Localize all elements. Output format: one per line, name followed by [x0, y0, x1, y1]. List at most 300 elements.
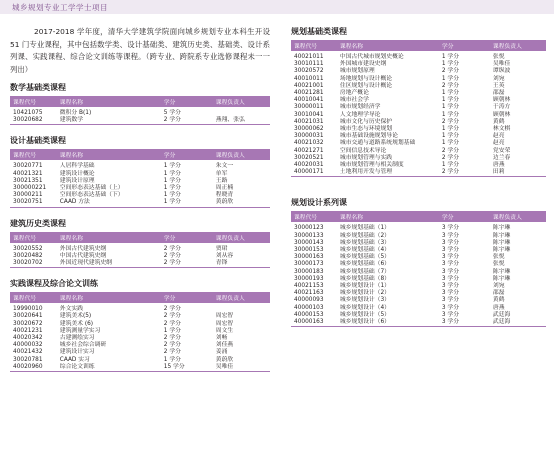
cell-code: 30000062 [294, 126, 324, 133]
cell-credit: 2 学分 [441, 68, 460, 75]
column-header-code: 课程代号 [10, 292, 57, 303]
column-header-teacher: 课程负责人 [213, 292, 270, 303]
cell-code: 30020672 [13, 320, 43, 327]
cell-code: 30020552 [13, 245, 43, 252]
cell-credit: 3 学分 [441, 254, 460, 261]
cell-teacher: 陈宇琳 [492, 275, 511, 282]
section-title: 规划基础类课程 [291, 27, 347, 36]
cell-teacher: 黄蔚欣 [215, 199, 234, 206]
cell-credit: 2 学分 [163, 117, 181, 124]
table-row [291, 76, 546, 83]
cell-name: CAAD 实习 [59, 356, 90, 363]
course-table [10, 149, 270, 209]
table-row [10, 199, 270, 207]
column-header-code: 课程代号 [10, 149, 57, 160]
table-header-row [291, 211, 546, 222]
cell-name: 土地利用开发与管理 [339, 169, 393, 176]
cell-teacher: 田莉 [492, 169, 505, 176]
cell-code: 30000011 [294, 104, 324, 111]
column-header-name: 课程名称 [57, 292, 161, 303]
cell-code: 30000183 [294, 268, 324, 275]
column-header-credit: 学分 [161, 292, 213, 303]
cell-code: 30021351 [13, 177, 43, 184]
cell-credit: 3 学分 [441, 275, 460, 282]
cell-credit: 1 学分 [441, 140, 460, 147]
cell-teacher [213, 107, 270, 117]
cell-credit: 2 学分 [163, 306, 181, 313]
cell-teacher: 刘佳燕 [215, 342, 234, 349]
cell-name: 城市文化与历史保护 [339, 118, 393, 125]
cell-name: 城乡规划设计（6） [339, 319, 390, 326]
table-header-row [10, 292, 270, 303]
cell-name: 空间信息技术导论 [339, 147, 387, 154]
cell-teacher: 陈宇琳 [492, 232, 511, 239]
cell-teacher: 顾朝林 [492, 97, 511, 104]
cell-credit: 2 学分 [163, 245, 181, 252]
cell-code: 30020751 [13, 199, 43, 206]
section-title: 实践课程及综合论文训练 [10, 279, 98, 289]
cell-code: 30000143 [294, 239, 324, 246]
cell-code: 40021032 [294, 140, 324, 147]
cell-code: 30020781 [13, 356, 43, 363]
table-row [10, 342, 270, 349]
cell-name: 空间形态表达基础（下） [59, 192, 124, 199]
cell-name: 建筑美术(5) [59, 313, 92, 320]
cell-name: CAAD 方法 [59, 199, 90, 206]
cell-credit: 2 学分 [441, 147, 460, 154]
section-planning-design [291, 197, 546, 329]
cell-name: 城乡规划基础（6） [339, 261, 390, 268]
column-header-name: 课程名称 [57, 232, 161, 243]
table-row [10, 364, 270, 372]
cell-name: 空间形态表达基础（上） [59, 185, 124, 192]
table-row [291, 148, 546, 155]
cell-credit: 1 学分 [163, 170, 181, 177]
table-row [291, 126, 546, 133]
section-title: 建筑历史类课程 [10, 218, 66, 228]
cell-teacher: 刘宛 [492, 75, 505, 82]
cell-teacher: 邵磊 [492, 290, 505, 297]
cell-teacher: 黄蔚欣 [215, 356, 234, 363]
section-practice [10, 278, 270, 374]
cell-name: 城乡规划设计（2） [339, 290, 390, 297]
cell-teacher: 边兰春 [492, 154, 511, 161]
cell-code: 40020031 [294, 162, 324, 169]
cell-teacher: 周宏智 [215, 320, 234, 327]
cell-credit: 2 学分 [441, 154, 460, 161]
cell-name: 人文地理学导论 [339, 111, 381, 118]
table-row [291, 68, 546, 75]
cell-credit: 1 学分 [441, 111, 460, 118]
cell-name: 城乡规划基础（8） [339, 275, 390, 282]
right-column [291, 26, 546, 337]
cell-credit: 3 学分 [441, 261, 460, 268]
cell-credit: 1 学分 [163, 327, 181, 334]
table-header-row [291, 40, 546, 51]
cell-code: 40021163 [294, 290, 324, 297]
cell-teacher: 刘从容 [215, 252, 234, 259]
cell-teacher: 赵亮 [492, 140, 505, 147]
table-row [291, 155, 546, 162]
cell-credit: 2 学分 [163, 313, 181, 320]
section-design-basic [10, 135, 270, 209]
column-header-code: 课程代号 [291, 40, 337, 51]
cell-code: 40021432 [13, 349, 43, 356]
cell-code: 40010041 [294, 97, 324, 104]
cell-name: 中国古代建筑史纲 [59, 252, 107, 259]
cell-name: 场地规划与设计概论 [339, 75, 393, 82]
table-row [291, 247, 546, 254]
table-bottom-rule [10, 372, 270, 375]
column-header-code: 课程代号 [291, 211, 337, 222]
cell-teacher: 姜涌 [215, 349, 228, 356]
column-header-code: 课程代号 [10, 232, 57, 243]
cell-code: 30000173 [294, 261, 324, 268]
cell-teacher: 唐燕 [492, 162, 505, 169]
table-row [10, 107, 270, 117]
cell-code: 40021001 [294, 82, 324, 89]
table-row [291, 290, 546, 297]
cell-teacher: 邵磊 [492, 90, 505, 97]
section-title: 设计基础类课程 [10, 136, 66, 146]
cell-name: 外国近现代建筑史纲 [59, 260, 112, 267]
table-row [10, 321, 270, 328]
table-row [291, 119, 546, 126]
cell-name: 外文实践 [59, 306, 83, 313]
cell-credit: 1 学分 [441, 162, 460, 169]
cell-code: 30000123 [294, 225, 324, 232]
cell-name: 城乡社会综合调研 [59, 342, 107, 349]
cell-credit: 3 学分 [441, 304, 460, 311]
column-header-teacher: 课程负责人 [213, 232, 270, 243]
cell-code: 30020682 [13, 117, 43, 124]
table-header-row [10, 232, 270, 243]
cell-code: 40021231 [13, 327, 43, 334]
column-header-code: 课程代号 [10, 96, 57, 107]
cell-teacher: 党安荣 [492, 147, 511, 154]
cell-credit: 2 学分 [441, 118, 460, 125]
table-row [10, 243, 270, 253]
cell-code: 40021153 [294, 283, 324, 290]
cell-name: 城乡规划设计（4） [339, 304, 390, 311]
table-row [291, 83, 546, 90]
cell-name: 城市交通与道路系统规划基础 [339, 140, 416, 147]
cell-credit: 3 学分 [441, 225, 460, 232]
cell-name: 建筑测量学实习 [59, 327, 101, 334]
cell-credit: 3 学分 [441, 290, 460, 297]
cell-teacher: 程晓青 [215, 192, 234, 199]
table-row [10, 349, 270, 356]
cell-name: 建筑设计实习 [59, 349, 95, 356]
cell-name: 城乡规划基础（1） [339, 225, 390, 232]
cell-teacher: 于涛方 [492, 104, 511, 111]
table-row [10, 160, 270, 170]
table-row [291, 276, 546, 283]
cell-code: 30020521 [294, 154, 324, 161]
cell-credit: 1 学分 [441, 104, 460, 111]
table-row [10, 171, 270, 178]
table-bottom-rule [291, 177, 546, 180]
cell-teacher: 林文棋 [492, 126, 511, 133]
cell-name: 建筑美术 (6) [59, 320, 94, 327]
table-header-row [10, 149, 270, 160]
cell-teacher: 青锋 [215, 260, 228, 267]
cell-name: 中国古代城市规划史概论 [339, 54, 404, 60]
cell-teacher: 周宏智 [215, 313, 234, 320]
table-bottom-rule [10, 125, 270, 128]
table-row [291, 222, 546, 232]
table-row [10, 357, 270, 364]
cell-credit: 3 学分 [441, 283, 460, 290]
cell-name: 城乡规划设计（5） [339, 311, 390, 318]
cell-credit: 3 学分 [441, 268, 460, 275]
cell-teacher: 陈宇琳 [492, 268, 511, 275]
cell-code: 40010011 [294, 75, 324, 82]
cell-teacher: 陈宇琳 [492, 239, 511, 246]
cell-credit: 1 学分 [441, 90, 460, 97]
cell-name: 古建测绘实习 [59, 335, 95, 342]
cell-code: 40000103 [294, 304, 324, 311]
cell-code: 300000221 [13, 185, 47, 192]
cell-code: 10421075 [13, 110, 43, 116]
cell-code: 30000031 [294, 133, 324, 140]
cell-name: 城市规划原理 [339, 68, 375, 75]
cell-credit: 1 学分 [441, 54, 460, 60]
cell-name: 微积分 B(1) [59, 110, 92, 116]
cell-name: 城市生态与环境规划 [339, 126, 393, 133]
column-header-name: 课程名称 [337, 40, 439, 51]
cell-teacher: 张悦 [492, 261, 505, 268]
column-header-name: 课程名称 [57, 149, 161, 160]
cell-teacher: 朱文一 [215, 163, 234, 170]
table-row [291, 140, 546, 147]
cell-code: 40000153 [294, 311, 324, 318]
table-row [291, 104, 546, 111]
table-row [291, 169, 546, 177]
table-row [10, 313, 270, 320]
cell-code: 30020641 [13, 313, 43, 320]
cell-code: 40021271 [294, 147, 324, 154]
table-row [291, 240, 546, 247]
section-history [10, 218, 270, 271]
course-table [291, 40, 546, 179]
cell-code: 30000133 [294, 232, 324, 239]
table-row [291, 261, 546, 268]
cell-name: 城市规划经济学 [339, 104, 381, 111]
cell-teacher [213, 303, 270, 313]
column-header-teacher: 课程负责人 [213, 96, 270, 107]
cell-code: 30000211 [13, 192, 43, 199]
column-header-credit: 学分 [439, 40, 490, 51]
cell-credit: 1 学分 [163, 192, 181, 199]
table-row [10, 253, 270, 260]
cell-name: 住区规划与设计概论 [339, 82, 393, 89]
cell-credit: 3 学分 [441, 247, 460, 254]
cell-code: 30000163 [294, 254, 324, 261]
cell-teacher: 张悦 [492, 54, 505, 60]
cell-teacher: 陈宇琳 [492, 225, 511, 232]
cell-teacher: 张悦 [492, 254, 505, 261]
cell-name: 房地产概论 [339, 90, 369, 97]
cell-credit: 1 学分 [441, 133, 460, 140]
table-row [291, 297, 546, 304]
cell-name: 建筑数学 [59, 117, 83, 124]
cell-name: 城市社会学 [339, 97, 369, 104]
table-bottom-rule [10, 207, 270, 210]
cell-teacher: 王路 [215, 177, 228, 184]
section-math [10, 82, 270, 127]
table-row [10, 260, 270, 268]
left-column [10, 26, 270, 382]
cell-credit: 15 学分 [163, 363, 185, 370]
column-header-credit: 学分 [161, 232, 213, 243]
cell-name: 建筑设计概论 [59, 170, 95, 177]
cell-credit: 1 学分 [163, 163, 181, 170]
cell-code: 40000093 [294, 297, 324, 304]
cell-credit: 2 学分 [163, 260, 181, 267]
cell-code: 30020771 [13, 163, 43, 170]
cell-credit: 1 学分 [441, 75, 460, 82]
column-header-teacher: 课程负责人 [490, 40, 546, 51]
cell-credit: 1 学分 [441, 126, 460, 133]
column-header-name: 课程名称 [337, 211, 439, 222]
cell-teacher: 单军 [215, 170, 228, 177]
cell-teacher: 陈宇琳 [492, 247, 511, 254]
column-header-teacher: 课程负责人 [213, 149, 270, 160]
cell-code: 40020960 [13, 363, 43, 370]
cell-name: 城市基础设施规划导论 [339, 133, 398, 140]
cell-code: 30000153 [294, 247, 324, 254]
cell-name: 城乡规划基础（4） [339, 247, 390, 254]
cell-teacher: 赵亮 [492, 133, 505, 140]
cell-code: 30010041 [294, 111, 324, 118]
cell-teacher: 谭纵波 [492, 68, 511, 75]
table-row [10, 303, 270, 313]
cell-code: 40000163 [294, 319, 324, 326]
table-bottom-rule [10, 268, 270, 271]
cell-name: 城乡规划基础（3） [339, 239, 390, 246]
course-table [10, 292, 270, 374]
cell-credit: 1 学分 [441, 61, 460, 68]
table-row [10, 117, 270, 125]
cell-teacher: 武廷海 [492, 311, 511, 318]
cell-credit: 3 学分 [441, 297, 460, 304]
course-table [10, 96, 270, 127]
cell-teacher: 唐燕 [492, 304, 505, 311]
cell-teacher: 刘宛 [492, 283, 505, 290]
cell-teacher: 吴唯佳 [215, 363, 234, 370]
table-row [291, 162, 546, 169]
table-row [291, 133, 546, 140]
cell-code: 30000193 [294, 275, 324, 282]
cell-credit: 1 学分 [163, 199, 181, 206]
column-header-credit: 学分 [161, 96, 213, 107]
cell-name: 人居科学基础 [59, 163, 95, 170]
cell-credit: 5 学分 [163, 110, 181, 116]
cell-code: 30020572 [294, 68, 324, 75]
cell-teacher: 顾朝林 [492, 111, 511, 118]
table-row [10, 178, 270, 185]
cell-code: 40020342 [13, 335, 43, 342]
cell-teacher: 王英 [492, 82, 505, 89]
cell-credit: 3 学分 [441, 232, 460, 239]
column-header-teacher: 课程负责人 [490, 211, 546, 222]
course-table [10, 232, 270, 271]
cell-credit: 2 学分 [163, 349, 181, 356]
cell-teacher: 吴唯佳 [492, 61, 511, 68]
cell-name: 外国城市建设史纲 [339, 61, 387, 68]
cell-credit: 3 学分 [441, 319, 460, 326]
cell-credit: 2 学分 [163, 252, 181, 259]
cell-code: 40021321 [13, 170, 43, 177]
table-row [291, 319, 546, 327]
cell-credit: 2 学分 [163, 320, 181, 327]
table-header-row [10, 96, 270, 107]
cell-credit: 3 学分 [441, 311, 460, 318]
column-header-credit: 学分 [161, 149, 213, 160]
table-row [291, 283, 546, 290]
cell-teacher: 黄鹤 [492, 297, 505, 304]
table-row [10, 328, 270, 335]
course-table [291, 211, 546, 329]
cell-code: 40021281 [294, 90, 324, 97]
cell-code: 40000171 [294, 169, 324, 176]
cell-teacher: 武廷海 [492, 319, 511, 326]
section-planning-basic [291, 26, 546, 179]
table-bottom-rule [291, 327, 546, 330]
cell-code: 40000032 [13, 342, 43, 349]
cell-teacher: 贾珺 [215, 245, 228, 252]
table-row [291, 305, 546, 312]
column-header-credit: 学分 [439, 211, 490, 222]
table-row [291, 312, 546, 319]
cell-name: 城乡规划基础（5） [339, 254, 390, 261]
cell-credit: 1 学分 [163, 356, 181, 363]
cell-code: 19990010 [13, 306, 43, 313]
cell-name: 建筑设计原理 [59, 177, 95, 184]
cell-teacher: 燕翔、张弘 [215, 117, 245, 124]
cell-code: 40021031 [294, 118, 324, 125]
cell-name: 外国古代建筑史纲 [59, 245, 107, 252]
cell-name: 城乡规划基础（2） [339, 232, 390, 239]
cell-name: 城市规划管理与实践 [339, 154, 393, 161]
cell-credit: 2 学分 [441, 82, 460, 89]
cell-credit: 2 学分 [441, 169, 460, 176]
cell-teacher: 黄鹤 [492, 118, 505, 125]
cell-credit: 1 学分 [441, 97, 460, 104]
intro-paragraph: 2017-2018 学年度，清华大学建筑学院面向城乡规划专业本科生开设 51 门专业课程，其中包括数学类、设计基础类、建筑历史类、基础类、设计系列课、实践课程、综合论文训练等课程。（跨专业、跨院系专业选修课程未一一列出） [10, 27, 270, 74]
cell-name: 城乡规划基础（7） [339, 268, 390, 275]
table-row [291, 269, 546, 276]
cell-code: 30020702 [13, 260, 43, 267]
cell-name: 城市规划管理与相关制度 [339, 162, 404, 169]
document-header: 城乡规划专业工学学士项目 [12, 3, 108, 12]
cell-credit: 3 学分 [441, 239, 460, 246]
column-header-name: 课程名称 [57, 96, 161, 107]
cell-name: 城乡规划设计（1） [339, 283, 390, 290]
cell-teacher: 周文生 [215, 327, 234, 334]
section-title: 规划设计系列课 [291, 198, 347, 208]
cell-credit: 2 学分 [163, 342, 181, 349]
cell-teacher: 周正楠 [215, 185, 234, 192]
cell-credit: 1 学分 [163, 177, 181, 184]
table-row [291, 233, 546, 240]
cell-name: 城乡规划设计（3） [339, 297, 390, 304]
table-row [291, 254, 546, 261]
cell-code: 30010111 [294, 61, 324, 68]
cell-credit: 1 学分 [163, 185, 181, 192]
section-title: 数学基础类课程 [10, 83, 66, 92]
